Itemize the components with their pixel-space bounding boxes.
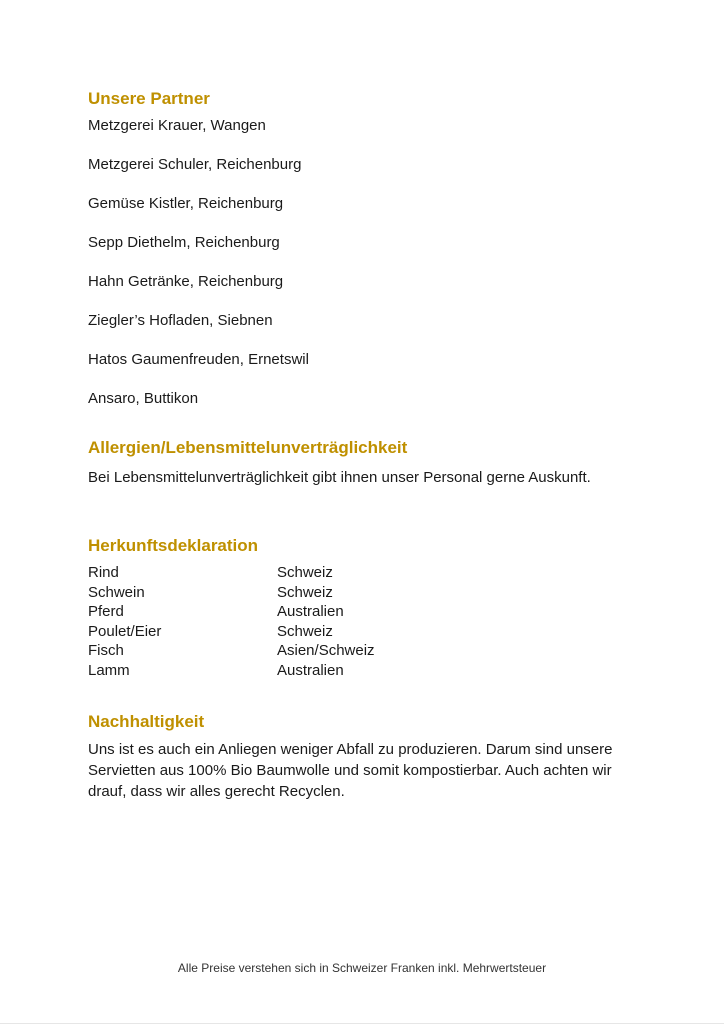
origin-table (88, 563, 638, 681)
origin-country-value: Schweiz (277, 583, 333, 601)
origin-item-label: Schwein (88, 583, 145, 601)
partners-heading: Unsere Partner (88, 89, 210, 108)
origin-country-value: Schweiz (277, 622, 333, 640)
origin-row (88, 622, 638, 642)
origin-item-label: Fisch (88, 642, 124, 660)
partner-item: Hatos Gaumenfreuden, Ernetswil (88, 351, 309, 368)
origin-row (88, 641, 638, 661)
partner-list (88, 116, 638, 409)
sustainability-heading: Nachhaltigkeit (88, 711, 205, 731)
section-sustainability (88, 711, 638, 802)
origin-item-label: Poulet/Eier (88, 622, 162, 640)
partner-item: Ansaro, Buttikon (88, 390, 199, 407)
origin-country-value: Australien (277, 603, 344, 621)
origin-item-label: Lamm (88, 661, 130, 679)
page-content (88, 88, 638, 802)
origin-country-value: Asien/Schweiz (277, 642, 375, 660)
sustainability-text: Uns ist es auch ein Anliegen weniger Abfall zu produzieren. Darum sind unsere Servietten aus 100% Bio Baumwolle und somit kompostierbar. Auch achten wir drauf, dass wir alles gerecht Recyclen. (88, 740, 613, 800)
partner-item: Metzgerei Schuler, Reichenburg (88, 156, 302, 173)
partner-item: Ziegler’s Hofladen, Siebnen (88, 312, 273, 329)
origin-row (88, 661, 638, 681)
origin-item-label: Rind (88, 564, 119, 581)
allergies-heading: Allergien/Lebensmittelunverträglichkeit (88, 438, 408, 457)
origin-country-value: Schweiz (277, 564, 333, 581)
allergies-text: Bei Lebensmittelunverträglichkeit gibt ihnen unser Personal gerne Auskunft. (88, 469, 591, 486)
page-footer-note: Alle Preise verstehen sich in Schweizer Franken inkl. Mehrwertsteuer (177, 961, 547, 975)
origin-row (88, 563, 638, 583)
origin-heading: Herkunftsdeklaration (88, 536, 259, 555)
section-allergies (88, 437, 638, 490)
section-partners (88, 88, 638, 409)
origin-row (88, 602, 638, 622)
partner-item: Hahn Getränke, Reichenburg (88, 273, 284, 290)
origin-item-label: Pferd (88, 603, 124, 621)
partner-item: Gemüse Kistler, Reichenburg (88, 195, 284, 212)
partner-item: Metzgerei Krauer, Wangen (88, 117, 266, 134)
origin-row (88, 583, 638, 603)
section-origin-declaration (88, 535, 638, 681)
origin-country-value: Australien (277, 661, 344, 679)
partner-item: Sepp Diethelm, Reichenburg (88, 234, 280, 251)
